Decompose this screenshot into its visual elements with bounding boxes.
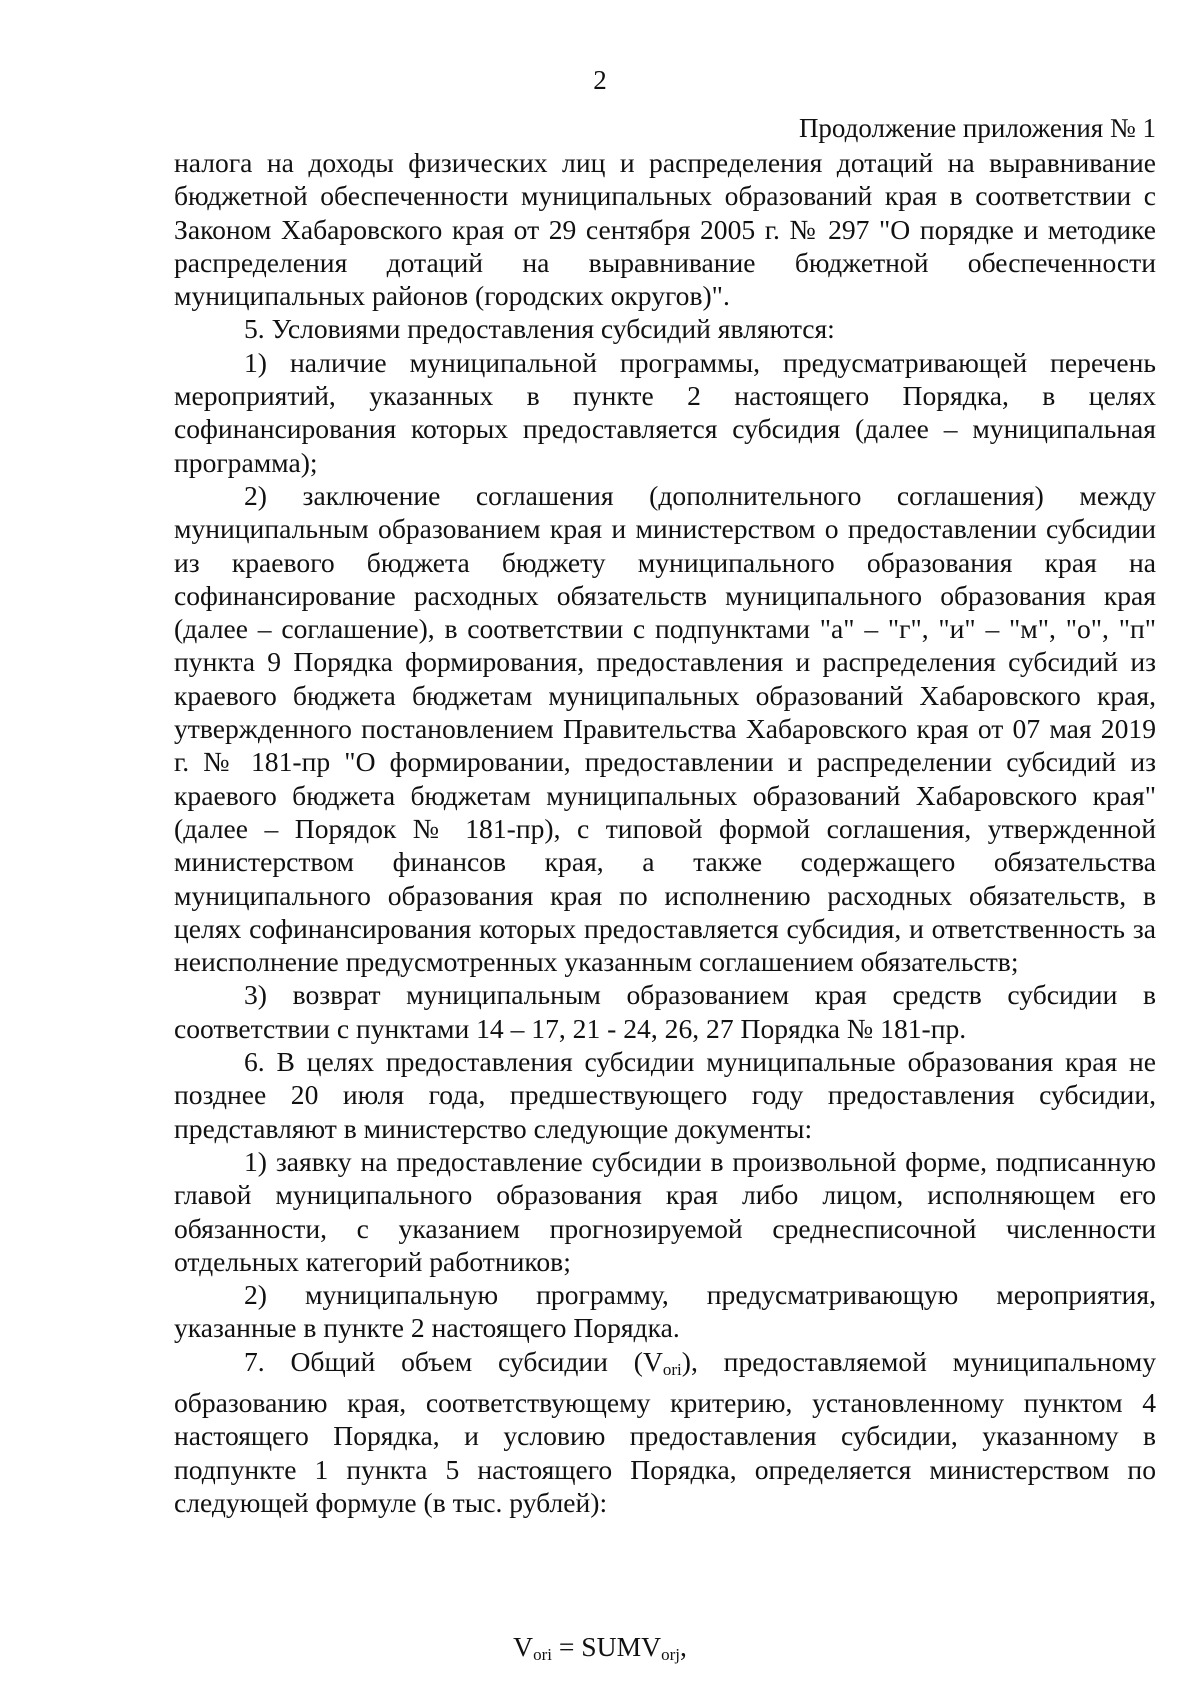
paragraph-5-3: 3) возврат муниципальным образованием края средств субсидии в соответствии с пунктами 14 – 17, 21 - 24, 26, 27 Порядка № 181-пр. [174,979,1156,1044]
paragraph-7-subscript: ori [662,1359,682,1379]
paragraph-6-2: 2) муниципальную программу, предусматривающую мероприятия, указанные в пункте 2 настоящего Порядка. [174,1279,1156,1344]
paragraph-continuation: налога на доходы физических лиц и распределения дотаций на выравнивание бюджетной обеспеченности муниципальных образований края в соответствии с Законом Хабаровского края от 29 сентября 2005 г. № 297 "О порядке и методике распределения дотаций на выравнивание бюджетной обеспеченности муниципальных районов (городских округов)". [174,147,1156,312]
formula [0,1630,1200,1671]
paragraph-7-rest: ), предоставляемой муниципальному образованию края, соответствующему критерию, установленному пунктом 4 настоящего Порядка, и условию предоставления субсидии, указанному в подпункте 1 пункта 5 настоящего Порядка, определяется министерством по следующей формуле (в тыс. рублей): [174,1345,1156,1518]
formula-tail: , [679,1631,687,1662]
formula-middle: = SUMV [551,1631,662,1662]
formula-lhs: V [513,1631,534,1662]
paragraph-5: 5. Условиями предоставления субсидий являются: [244,313,835,345]
paragraph-5-1: 1) наличие муниципальной программы, предусматривающей перечень мероприятий, указанных в пункте 2 настоящего Порядка, в целях софинансирования которых предоставляется субсидия (далее – муниципальная программа); [174,346,1156,478]
paragraph-7-start: 7. Общий объем субсидии (V [244,1345,663,1377]
formula-lhs-subscript: ori [533,1645,552,1664]
paragraph-5-2: 2) заключение соглашения (дополнительного соглашения) между муниципальным образованием края и министерством о предоставлении субсидии из краевого бюджета бюджету муниципального образования края на софинансирование расходных обязательств муниципального образования края (далее – соглашение), в соответствии с подпунктами "а" – "г", "и" – "м", "о", "п" пункта 9 Порядка формирования, предоставления и распределения субсидий из краевого бюджета бюджетам муниципальных образований Хабаровского края, утвержденного постановлением Правительства Хабаровского края от 07 мая 2019 г. № 181-пр "О формировании, предоставлении и распределении субсидий из краевого бюджета бюджетам муниципальных образований Хабаровского края" (далее – Порядок № 181-пр), с типовой формой соглашения, утвержденной министерством финансов края, а также содержащего обязательства муниципального образования края по исполнению расходных обязательств, в целях софинансирования которых предоставляется субсидия, и ответственность за неисполнение предусмотренных указанным соглашением обязательств; [174,479,1156,978]
paragraph-6: 6. В целях предоставления субсидии муниципальные образования края не позднее 20 июля года, предшествующего году предоставления субсидии, представляют в министерство следующие документы: [174,1046,1156,1144]
paragraph-7 [174,1345,1156,1519]
document-body [174,146,1156,1519]
paragraph-6-1: 1) заявку на предоставление субсидии в произвольной форме, подписанную главой муниципального образования края либо лицом, исполняющем его обязанности, с указанием прогнозируемой среднесписочной численности отдельных категорий работников; [174,1145,1156,1277]
page-number: 2 [593,65,607,95]
formula-rhs-subscript: orj [661,1645,680,1664]
header-note: Продолжение приложения № 1 [798,113,1156,143]
